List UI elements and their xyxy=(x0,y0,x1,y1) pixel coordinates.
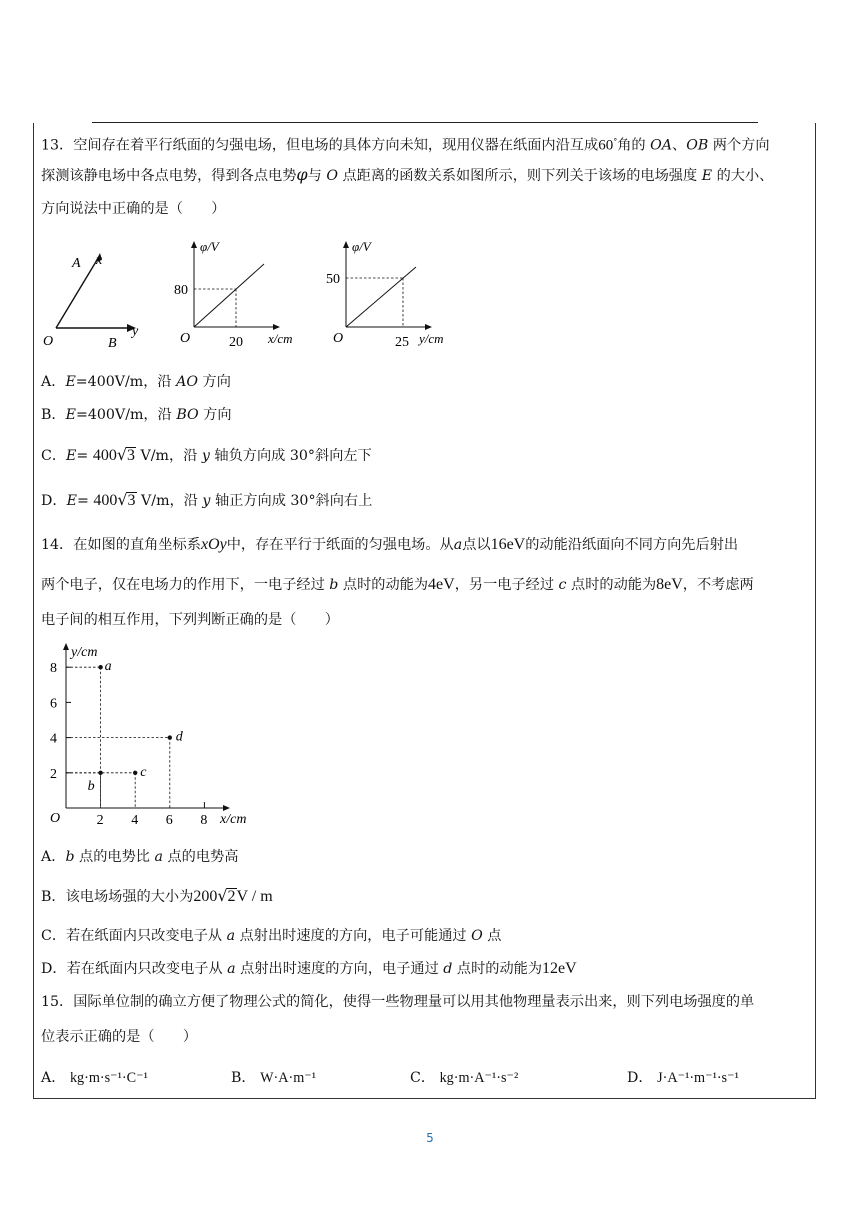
point-d xyxy=(168,735,172,739)
q15-option-a[interactable]: A． kg·m·s⁻¹·C⁻¹ xyxy=(41,1070,148,1086)
q14-option-c[interactable]: C．若在纸面内只改变电子从 a 点射出时速度的方向，电子可能通过 O 点 xyxy=(41,928,502,944)
phi-y-line xyxy=(346,267,416,327)
q14-line2: 两个电子，仅在电场力的作用下，一电子经过 b 点时的动能为4eV，另一电子经过 c 点时的动能为8eV，不考虑两 xyxy=(41,576,754,593)
phi-x-line xyxy=(194,264,264,327)
y-tick-label-6: 6 xyxy=(50,696,57,712)
q14-line1: 14．在如图的直角坐标系xOy中，存在平行于纸面的匀强电场。从a点以16eV的动能沿纸面向不同方向先后射出 xyxy=(41,536,739,553)
q15-option-d[interactable]: D． J·A⁻¹·m⁻¹·s⁻¹ xyxy=(627,1070,739,1086)
point-label-a: a xyxy=(104,659,112,675)
axis-label-phi: φ/V xyxy=(352,239,371,254)
q15-option-c[interactable]: C． kg·m·A⁻¹·s⁻² xyxy=(410,1070,519,1086)
x-tick-label-2: 2 xyxy=(96,813,104,828)
y-tick-label-2: 2 xyxy=(50,766,57,782)
origin-O: O xyxy=(50,811,61,826)
origin-O: O xyxy=(180,331,191,346)
q13-phi-x-graph xyxy=(168,237,308,352)
q13-phi-y-graph xyxy=(322,237,462,352)
q14-coordinate-graph xyxy=(40,638,270,833)
axis-label-y: y/cm xyxy=(419,331,444,346)
axis-label-y: y/cm xyxy=(71,645,98,660)
label-y: y xyxy=(132,324,139,339)
q13-line1: 13．空间存在着平行纸面的匀强电场，但电场的具体方向未知，现用仪器在纸面内沿互成60°角的 OA、OB 两个方向 xyxy=(41,137,770,154)
q14-option-b[interactable]: B．该电场场强的大小为200√2V / m xyxy=(41,886,273,905)
q13-option-a[interactable]: A．E=400V/m，沿 AO 方向 xyxy=(41,374,231,390)
point-label-b: b xyxy=(87,778,95,794)
q14-option-d[interactable]: D．若在纸面内只改变电子从 a 点射出时速度的方向，电子通过 d 点时的动能为12eV xyxy=(41,960,577,977)
x-tick-label-6: 6 xyxy=(165,813,173,828)
q15-line1: 15．国际单位制的确立方便了物理公式的简化，使得一些物理量可以用其他物理量表示出来，则下列电场强度的单 xyxy=(41,994,755,1010)
q14-option-a[interactable]: A．b 点的电势比 a 点的电势高 xyxy=(41,849,239,865)
q13-option-c[interactable]: C．E= 400√3 V/m，沿 y 轴负方向成 30°斜向左下 xyxy=(41,445,372,464)
tick-20: 20 xyxy=(229,335,243,350)
q15-line2: 位表示正确的是（ ） xyxy=(41,1029,198,1045)
q13-direction-figure xyxy=(38,245,158,355)
y-tick-label-8: 8 xyxy=(50,661,57,677)
point-b xyxy=(98,771,102,775)
axis-label-x: x/cm xyxy=(268,331,293,346)
q13-line3: 方向说法中正确的是（ ） xyxy=(41,201,226,217)
tick-50: 50 xyxy=(326,272,340,287)
tick-25: 25 xyxy=(395,335,409,350)
q13-line2: 探测该静电场中各点电势，得到各点电势φ与 O 点距离的函数关系如图所示，则下列关于该场的电场强度 E 的大小、 xyxy=(41,165,774,184)
x-tick-label-8: 8 xyxy=(200,813,208,828)
point-label-d: d xyxy=(175,729,183,745)
axis-label-phi: φ/V xyxy=(200,239,219,254)
y-tick-label-4: 4 xyxy=(50,731,57,747)
axis-label-x: x/cm xyxy=(220,812,247,827)
page-number: 5 xyxy=(426,1131,434,1145)
q14-line3: 电子间的相互作用，下列判断正确的是（ ） xyxy=(41,612,339,628)
label-A: A xyxy=(72,256,81,271)
q13-option-b[interactable]: B．E=400V/m，沿 BO 方向 xyxy=(41,407,232,423)
label-B: B xyxy=(108,336,117,351)
point-a xyxy=(98,665,102,669)
x-tick-label-4: 4 xyxy=(131,813,139,828)
q15-option-b[interactable]: B． W·A·m⁻¹ xyxy=(231,1070,317,1086)
q13-option-d[interactable]: D．E= 400√3 V/m，沿 y 轴正方向成 30°斜向右上 xyxy=(41,490,373,509)
point-label-c: c xyxy=(140,764,147,780)
label-x: x xyxy=(96,253,103,268)
point-c xyxy=(133,771,137,775)
tick-80: 80 xyxy=(174,283,188,298)
origin-O: O xyxy=(333,331,344,346)
label-O: O xyxy=(43,334,54,349)
